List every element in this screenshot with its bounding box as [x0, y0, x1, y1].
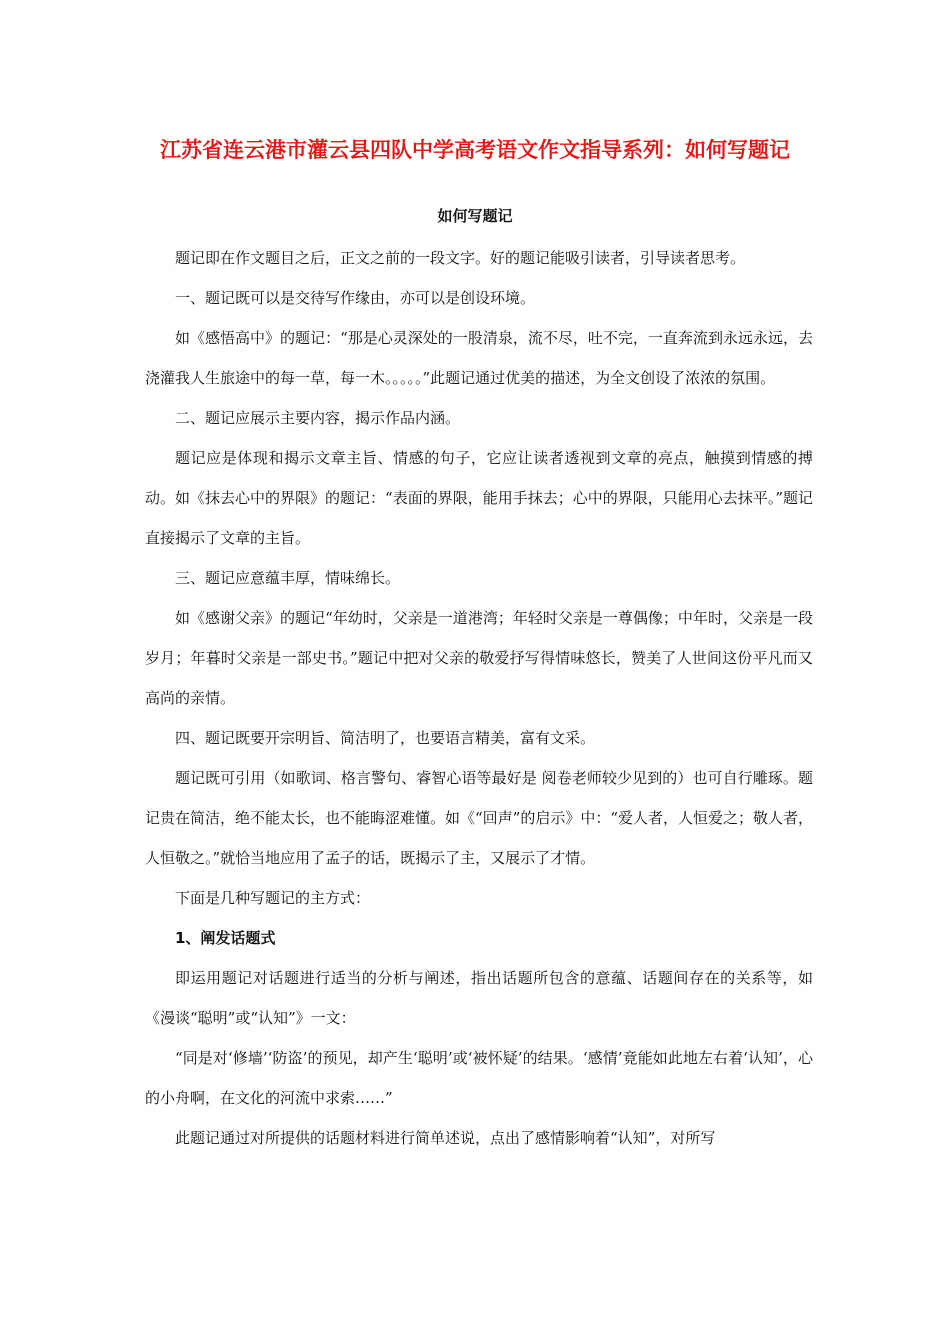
- paragraph: 题记即在作文题目之后，正文之前的一段文字。好的题记能吸引读者，引导读者思考。: [175, 249, 746, 267]
- paragraph: 下面是几种写题记的主方式：: [175, 889, 371, 907]
- method-heading: 1、阐发话题式: [175, 929, 276, 947]
- paragraph: 此题记通过对所提供的话题材料进行简单述说，点出了感情影响着“认知”，对所写: [175, 1129, 716, 1147]
- document-title: 江苏省连云港市灌云县四队中学高考语文作文指导系列：如何写题记: [160, 138, 790, 162]
- paragraph: 题记应是体现和揭示文章主旨、情感的句子，它应让读者透视到文章的亮点，触摸到情感的搏动。如《抹去心中的界限》的题记：“表面的界限，能用手抹去；心中的界限，只能用心去抹平。”题记直接揭示了文章的主旨。: [145, 449, 813, 547]
- paragraph: 如《感悟高中》的题记：“那是心灵深处的一股清泉，流不尽，吐不完，一直奔流到永远永远，去浇灌我人生旅途中的每一草，每一木。。。。。”此题记通过优美的描述，为全文创设了浓浓的氛围。: [145, 329, 813, 387]
- section-heading: 二、题记应展示主要内容，揭示作品内涵。: [175, 409, 461, 427]
- section-heading: 一、题记既可以是交待写作缘由，亦可以是创设环境。: [175, 289, 536, 307]
- document-body: [145, 238, 813, 1158]
- section-heading: 四、题记既要开宗明旨、简洁明了，也要语言精美，富有文采。: [175, 729, 596, 747]
- document-subtitle: 如何写题记: [437, 207, 513, 225]
- paragraph: 即运用题记对话题进行适当的分析与阐述，指出话题所包含的意蕴、话题间存在的关系等，如《漫谈“聪明”或“认知”》一文：: [145, 969, 813, 1027]
- section-heading: 三、题记应意蕴丰厚，情味绵长。: [175, 569, 401, 587]
- quote-paragraph: “同是对‘修墙’‘防盗’的预见，却产生‘聪明’或‘被怀疑’的结果。‘感情’竟能如此地左右着‘认知’，心的小舟啊，在文化的河流中求索……”: [145, 1049, 813, 1107]
- paragraph: 如《感谢父亲》的题记“年幼时，父亲是一道港湾；年轻时父亲是一尊偶像；中年时，父亲是一段岁月；年暮时父亲是一部史书。”题记中把对父亲的敬爱抒写得情味悠长，赞美了人世间这份平凡而又高尚的亲情。: [145, 609, 813, 707]
- paragraph: 题记既可引用（如歌词、格言警句、睿智心语等最好是 阅卷老师较少见到的）也可自行雕琢。题记贵在简洁，绝不能太长，也不能晦涩难懂。如《“回声”的启示》中：“爱人者，人恒爱之；敬人者，人恒敬之。”就恰当地应用了孟子的话，既揭示了主，又展示了才情。: [145, 769, 814, 867]
